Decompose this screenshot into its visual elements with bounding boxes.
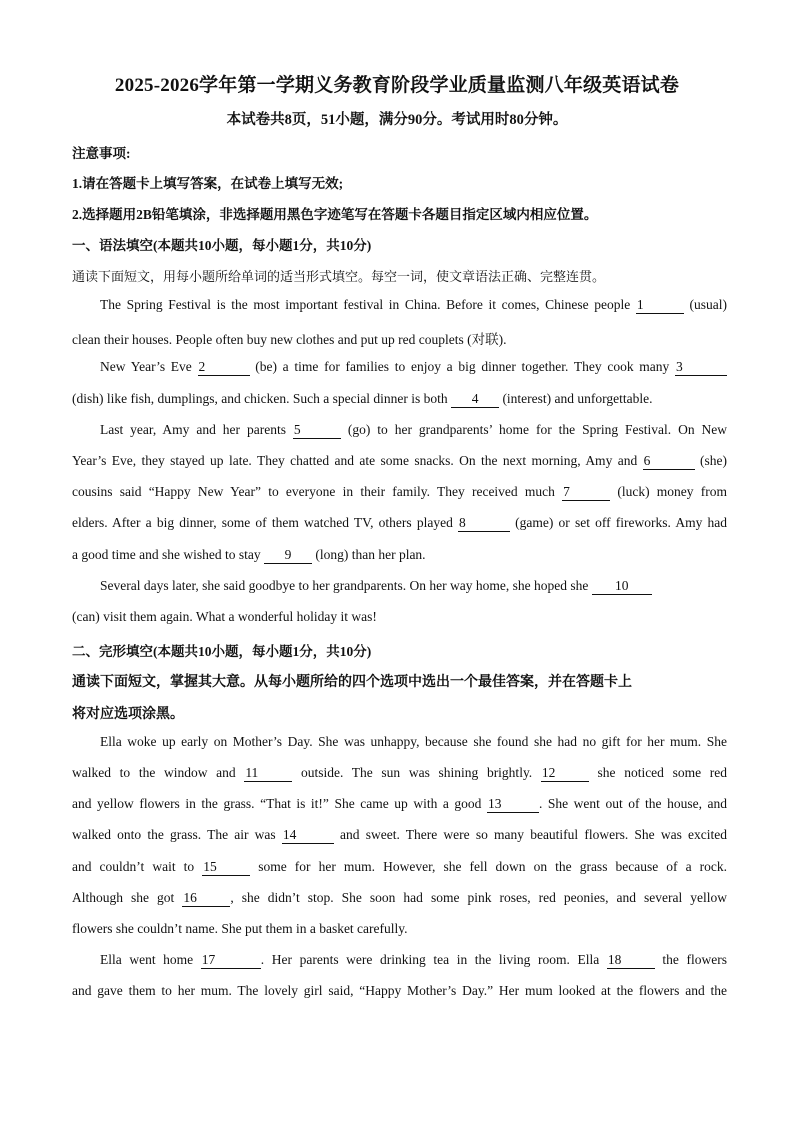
passage2-line: flowers she couldn’t name. She put them in a basket carefully. xyxy=(72,921,408,936)
answer-blank-15: 15 xyxy=(202,860,250,876)
passage1-line: cousins said “Happy New Year” to everyone in their family. They received much 7 (luck) money from xyxy=(72,484,727,499)
passage1-line: clean their houses. People often buy new clothes and put up red couplets (对联). xyxy=(72,332,507,347)
passage1-line: Several days later, she said goodbye to her grandparents. On her way home, she hoped she 10 xyxy=(100,578,727,595)
answer-blank-17: 17 xyxy=(201,953,261,969)
answer-blank-14: 14 xyxy=(282,828,334,844)
passage1-line: Year’s Eve, they stayed up late. They chatted and ate some snacks. On the next morning, Amy and 6 (she) xyxy=(72,453,727,468)
passage1-line: New Year’s Eve 2 (be) a time for families to enjoy a big dinner together. They cook many 3 xyxy=(100,359,727,376)
passage2-line: Although she got 16 , she didn’t stop. She soon had some pink roses, red peonies, and several yellow xyxy=(72,890,727,905)
answer-blank-5: 5 xyxy=(293,423,341,439)
answer-blank-9: 9 xyxy=(264,548,312,564)
exam-info: 本试卷共8页，51小题，满分90分。考试用时80分钟。 xyxy=(226,112,568,128)
passage2-line: and yellow flowers in the grass. “That is it!” She came up with a good 13 . She went out of the house, and xyxy=(72,796,728,811)
section1-instruction: 通读下面短文，用每小题所给单词的适当形式填空。每空一词，使文章语法正确、完整连贯。 xyxy=(72,269,606,284)
answer-blank-10: 10 xyxy=(592,579,652,595)
answer-blank-12: 12 xyxy=(541,766,589,782)
answer-blank-4: 4 xyxy=(451,392,499,408)
answer-blank-3: 3 xyxy=(675,360,727,376)
notice-item-2: 2.选择题用2B铅笔填涂，非选择题用黑色字迹笔写在答题卡各题目指定区域内相应位置。 xyxy=(72,207,598,222)
answer-blank-11: 11 xyxy=(244,766,292,782)
passage2-line: walked onto the grass. The air was 14 and sweet. There were so many beautiful flowers. She was excited xyxy=(72,827,727,842)
passage2-line: and couldn’t wait to 15 some for her mum. However, she fell down on the grass because of a rock. xyxy=(72,859,727,874)
section2-instruction: 将对应选项涂黑。 xyxy=(72,707,184,722)
answer-blank-7: 7 xyxy=(562,485,610,501)
answer-blank-6: 6 xyxy=(643,454,695,470)
answer-blank-2: 2 xyxy=(198,360,250,376)
answer-blank-8: 8 xyxy=(458,516,510,532)
passage1-line: Last year, Amy and her parents 5 (go) to her grandparents’ home for the Spring Festival. On New xyxy=(100,422,727,437)
notice-heading: 注意事项: xyxy=(72,146,131,161)
section2-instruction: 通读下面短文，掌握其大意。从每小题所给的四个选项中选出一个最佳答案，并在答题卡上 xyxy=(72,675,632,690)
answer-blank-16: 16 xyxy=(182,891,230,907)
passage1-line: (dish) like fish, dumplings, and chicken. Such a special dinner is both 4 (interest) and unforgettable. xyxy=(72,391,653,406)
passage1-line: a good time and she wished to stay 9 (long) than her plan. xyxy=(72,547,426,562)
passage1-line: elders. After a big dinner, some of them watched TV, others played 8 (game) or set off fireworks. Amy had xyxy=(72,515,727,530)
section1-heading: 一、语法填空(本题共10小题，每小题1分，共10分) xyxy=(72,238,372,253)
answer-blank-1: 1 xyxy=(636,298,684,314)
answer-blank-18: 18 xyxy=(607,953,655,969)
passage1-line: (can) visit them again. What a wonderful holiday it was! xyxy=(72,609,377,624)
answer-blank-13: 13 xyxy=(487,797,539,813)
section2-heading: 二、完形填空(本题共10小题，每小题1分，共10分) xyxy=(72,644,372,659)
passage2-line: walked to the window and 11 outside. The sun was shining brightly. 12 she noticed some red xyxy=(72,765,727,780)
passage2-line: Ella woke up early on Mother’s Day. She was unhappy, because she found she had no gift for her mum. She xyxy=(100,734,727,749)
passage1-line: The Spring Festival is the most important festival in China. Before it comes, Chinese people 1 (usual) xyxy=(100,297,727,312)
passage2-line: Ella went home 17 . Her parents were drinking tea in the living room. Ella 18 the flowers xyxy=(100,952,727,967)
passage2-line: and gave them to her mum. The lovely girl said, “Happy Mother’s Day.” Her mum looked at the flowers and the xyxy=(72,983,727,998)
notice-item-1: 1.请在答题卡上填写答案，在试卷上填写无效; xyxy=(72,176,344,191)
page-title: 2025-2026学年第一学期义务教育阶段学业质量监测八年级英语试卷 xyxy=(114,75,680,96)
